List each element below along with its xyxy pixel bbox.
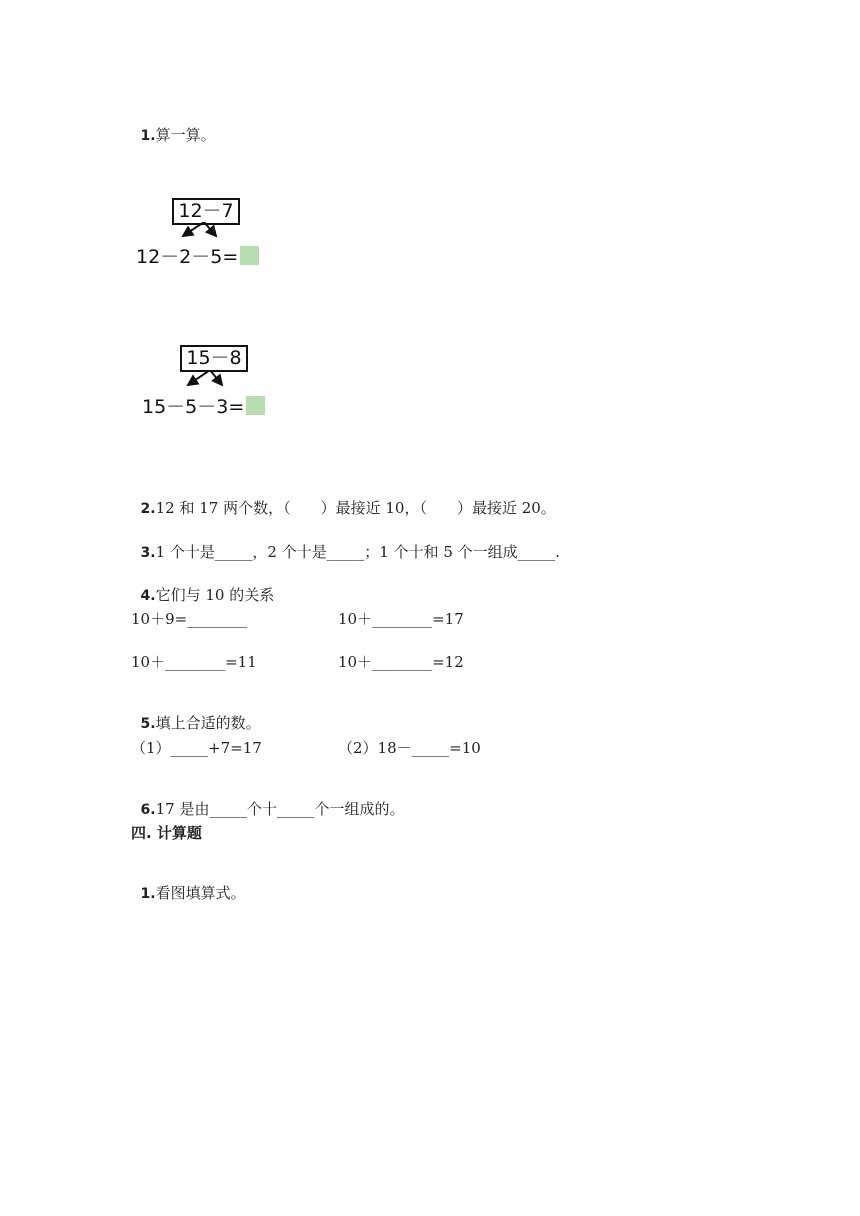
question-text: 1 个十是_____，2 个十是_____；1 个十和 5 个一组成_____. — [155, 543, 560, 561]
question-text: 算一算。 — [155, 126, 216, 144]
figure-15-minus-8 — [142, 345, 282, 425]
answer-box[interactable] — [246, 396, 265, 415]
question-number: 4. — [140, 588, 156, 604]
question-text: 12 和 17 两个数，（ ）最接近 10，（ ）最接近 20。 — [155, 499, 556, 517]
question-number: 1. — [140, 128, 156, 144]
section-title: 四. 计算题 — [131, 824, 202, 842]
equation-10-plus-blank-12: 10＋________=12 — [338, 653, 464, 671]
expression-box: 15－8 — [180, 345, 248, 372]
equation-10-plus-blank-17: 10＋________=17 — [338, 610, 464, 628]
question-number: 2. — [140, 501, 156, 517]
question-text: 看图填算式。 — [155, 884, 246, 902]
question-text: 它们与 10 的关系 — [155, 586, 275, 604]
equation-10-plus-9: 10＋9=________ — [131, 610, 248, 628]
question-number: 3. — [140, 545, 156, 561]
question-number: 6. — [140, 802, 156, 818]
question-text: 填上合适的数。 — [155, 714, 261, 732]
figure-12-minus-7 — [136, 196, 276, 276]
calc-question-1 — [131, 864, 246, 903]
question-2 — [131, 479, 556, 518]
sub-question-1: （1）_____+7=17 — [131, 739, 262, 757]
split-equation: 15－5－3= — [142, 396, 245, 418]
question-number: 1. — [140, 886, 156, 902]
split-equation: 12－2－5= — [136, 246, 239, 268]
equation-10-plus-blank-11: 10＋________=11 — [131, 653, 257, 671]
question-5 — [131, 694, 261, 733]
question-number: 5. — [140, 716, 156, 732]
answer-box[interactable] — [240, 246, 259, 265]
question-4 — [131, 566, 274, 605]
question-1 — [131, 106, 216, 145]
expression-box: 12－7 — [172, 198, 240, 225]
question-3 — [131, 523, 560, 562]
question-text: 17 是由_____个十_____个一组成的。 — [155, 800, 405, 818]
sub-question-2: （2）18－_____=10 — [338, 739, 481, 757]
question-6 — [131, 780, 404, 819]
